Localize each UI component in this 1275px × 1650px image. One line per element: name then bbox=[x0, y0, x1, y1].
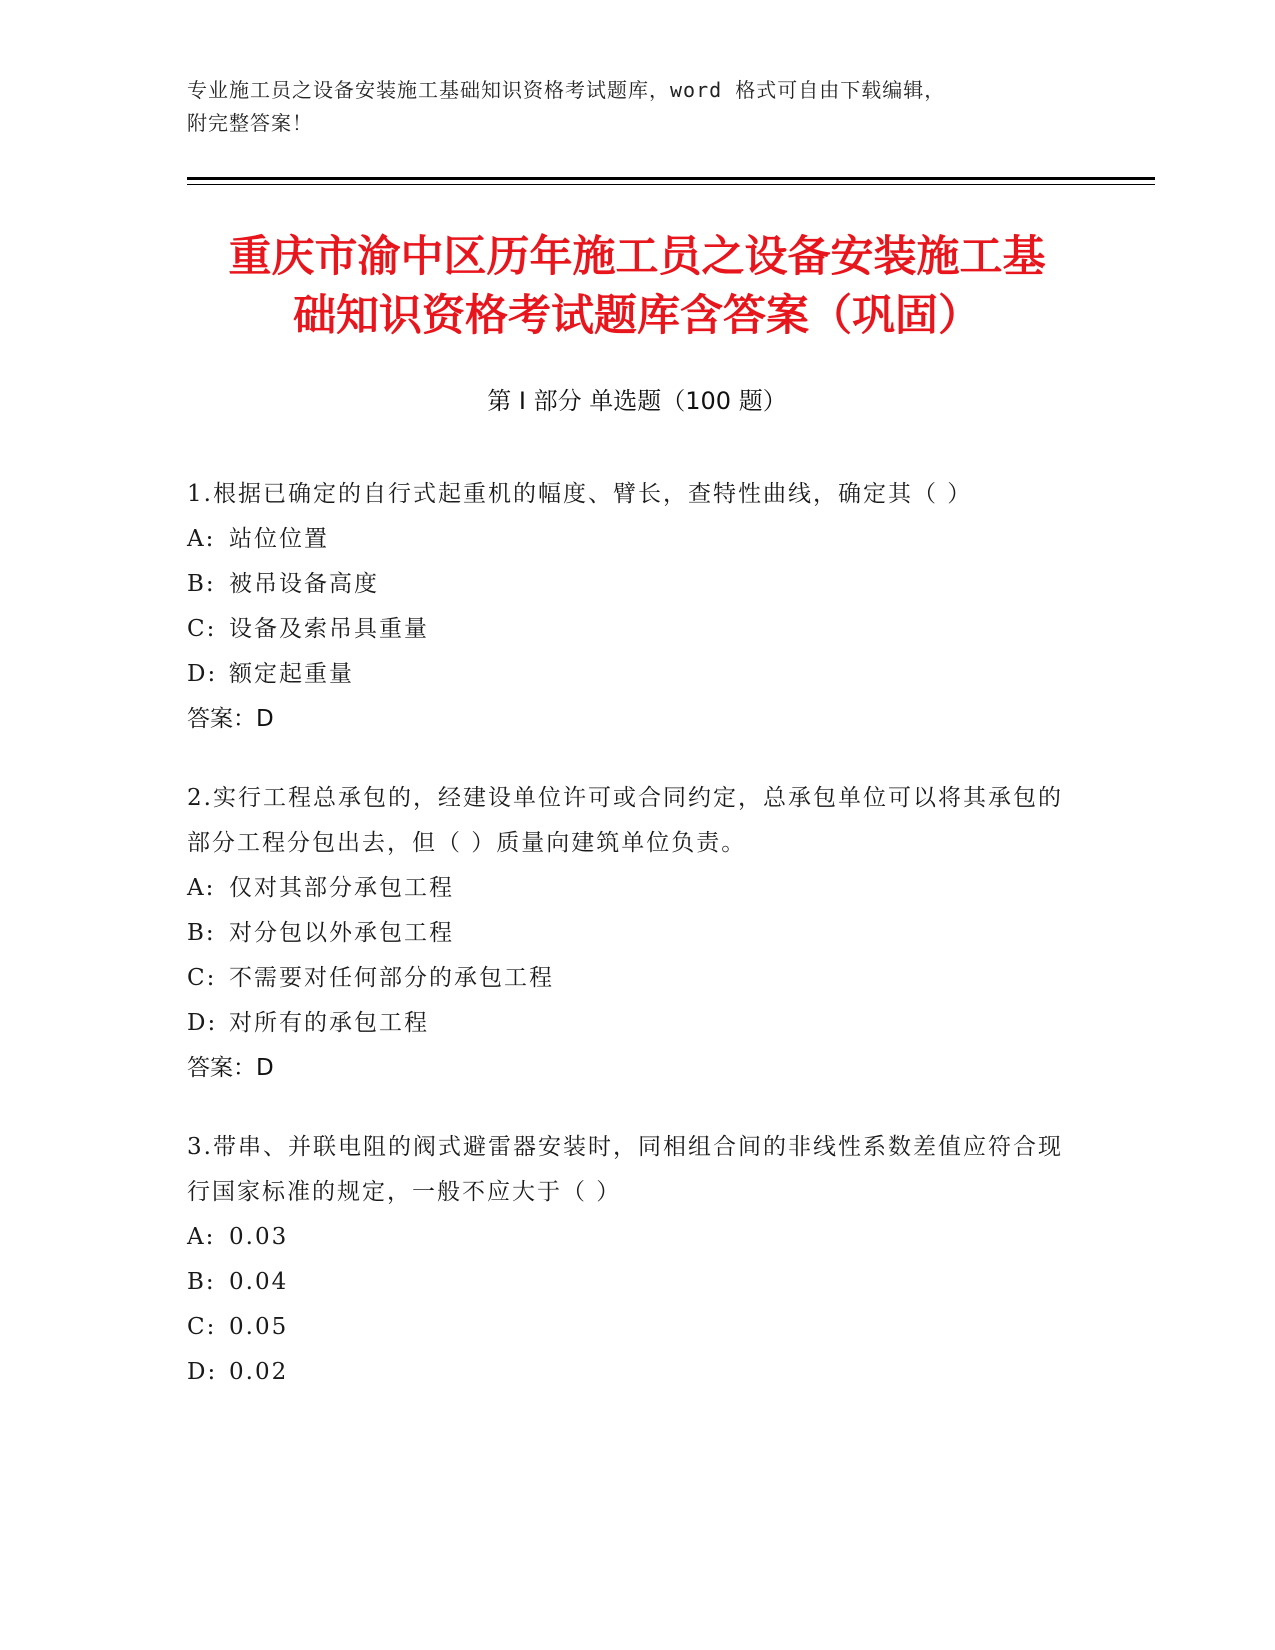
document-title-line: 重庆市渝中区历年施工员之设备安装施工基 bbox=[228, 232, 1046, 282]
question-list bbox=[187, 472, 1067, 1429]
option-letter: B: bbox=[187, 571, 216, 597]
option-c bbox=[187, 607, 1067, 652]
option-letter: B: bbox=[187, 920, 216, 946]
option-a bbox=[187, 517, 1067, 562]
option-letter: D: bbox=[187, 1359, 218, 1385]
option-d bbox=[187, 652, 1067, 697]
option-text: 额定起重量 bbox=[229, 661, 354, 687]
question-stem: 1.根据已确定的自行式起重机的幅度、臂长，查特性曲线，确定其（ ） bbox=[187, 481, 973, 507]
header-divider-thin bbox=[187, 184, 1155, 185]
option-text: 仅对其部分承包工程 bbox=[229, 875, 454, 901]
answer-line: 答案：D bbox=[187, 706, 274, 732]
question-stem: 2.实行工程总承包的，经建设单位许可或合同约定，总承包单位可以将其承包的部分工程分包出去，但（ ）质量向建筑单位负责。 bbox=[187, 785, 1063, 856]
option-text: 0.03 bbox=[229, 1224, 289, 1250]
question-item bbox=[187, 776, 1067, 1091]
option-c bbox=[187, 956, 1067, 1001]
option-letter: A: bbox=[187, 875, 216, 901]
option-a bbox=[187, 1215, 1067, 1260]
option-b bbox=[187, 562, 1067, 607]
document-title-line: 础知识资格考试题库含答案（巩固） bbox=[293, 291, 981, 341]
question-stem: 3.带串、并联电阻的阀式避雷器安装时，同相组合间的非线性系数差值应符合现行国家标准的规定，一般不应大于（ ） bbox=[187, 1134, 1063, 1205]
header-note-line: 附完整答案！ bbox=[187, 111, 313, 135]
option-text: 站位位置 bbox=[229, 526, 329, 552]
option-letter: B: bbox=[187, 1269, 216, 1295]
option-c bbox=[187, 1305, 1067, 1350]
option-text: 不需要对任何部分的承包工程 bbox=[229, 965, 554, 991]
answer-line: 答案：D bbox=[187, 1055, 274, 1081]
question-item bbox=[187, 1125, 1067, 1395]
option-letter: C: bbox=[187, 616, 217, 642]
option-text: 对分包以外承包工程 bbox=[229, 920, 454, 946]
option-a bbox=[187, 866, 1067, 911]
section-heading: 第 I 部分 单选题（100 题） bbox=[487, 387, 787, 415]
question-item bbox=[187, 472, 1067, 742]
option-letter: A: bbox=[187, 1224, 216, 1250]
option-text: 被吊设备高度 bbox=[229, 571, 379, 597]
option-letter: C: bbox=[187, 1314, 217, 1340]
option-text: 0.04 bbox=[229, 1269, 289, 1295]
option-text: 设备及索吊具重量 bbox=[229, 616, 429, 642]
option-letter: D: bbox=[187, 1010, 218, 1036]
header-note-line: 专业施工员之设备安装施工基础知识资格考试题库，word 格式可自由下载编辑， bbox=[187, 78, 946, 102]
option-b bbox=[187, 1260, 1067, 1305]
document-title bbox=[187, 228, 1087, 346]
option-text: 对所有的承包工程 bbox=[229, 1010, 429, 1036]
option-b bbox=[187, 911, 1067, 956]
option-letter: C: bbox=[187, 965, 217, 991]
header-divider-thick bbox=[187, 177, 1155, 180]
header-note bbox=[187, 74, 1067, 140]
option-d bbox=[187, 1350, 1067, 1395]
option-text: 0.02 bbox=[229, 1359, 289, 1385]
option-letter: A: bbox=[187, 526, 216, 552]
option-text: 0.05 bbox=[229, 1314, 289, 1340]
option-d bbox=[187, 1001, 1067, 1046]
option-letter: D: bbox=[187, 661, 218, 687]
